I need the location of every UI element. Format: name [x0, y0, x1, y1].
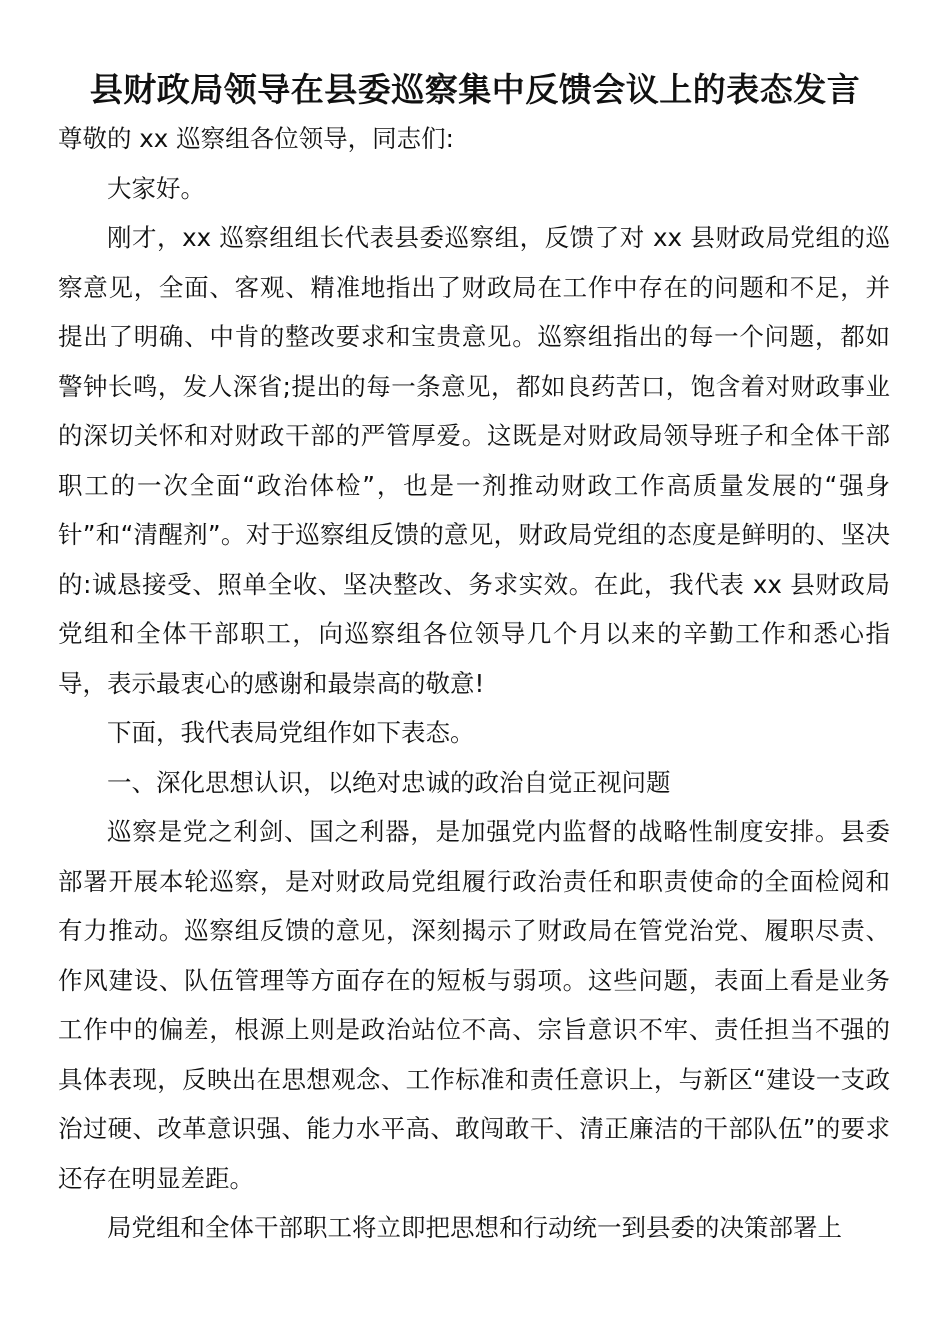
greeting: 大家好。 — [107, 173, 205, 203]
section-heading: 一、深化思想认识，以绝对忠诚的政治自觉正视问题 — [107, 767, 671, 797]
document-title: 县财政局领导在县委巡察集中反馈会议上的表态发言 — [89, 70, 861, 109]
body-paragraph: 下面，我代表局党组作如下表态。 — [107, 718, 475, 747]
body-paragraph: 巡察是党之利剑、国之利器，是加强党内监督的战略性制度安排。县委部署开展本轮巡察，是对财政局党组履行政治责任和职责使命的全面检阅和有力推动。巡察组反馈的意见，深刻揭示了财政局在管党治党、履职尽责、作风建设、队伍管理等方面存在的短板与弱项。这些问题，表面上看是业务工作中的偏差，根源上则是政治站位不高、宗旨意识不牢、责任担当不强的具体表现，反映出在思想观念、工作标准和责任意识上，与新区“建设一支政治过硬、改革意识强、能力水平高、敢闯敢干、清正廉洁的干部队伍”的要求还存在明显差距。 — [58, 817, 890, 1193]
salutation: 尊敬的 xx 巡察组各位领导，同志们: — [58, 124, 454, 153]
document-body — [58, 114, 890, 1253]
body-paragraph: 局党组和全体干部职工将立即把思想和行动统一到县委的决策部署上 — [107, 1213, 842, 1242]
body-paragraph: 刚才，xx 巡察组组长代表县委巡察组，反馈了对 xx 县财政局党组的巡察意见，全面、客观、精准地指出了财政局在工作中存在的问题和不足，并提出了明确、中肯的整改要求和宝贵意见。巡察组指出的每一个问题，都如警钟长鸣，发人深省;提出的每一条意见，都如良药苦口，饱含着对财政事业的深切关怀和对财政干部的严管厚爱。这既是对财政局领导班子和全体干部职工的一次全面“政治体检”，也是一剂推动财政工作高质量发展的“强身针”和“清醒剂”。对于巡察组反馈的意见，财政局党组的态度是鲜明的、坚决的:诚恳接受、照单全收、坚决整改、务求实效。在此，我代表 xx 县财政局党组和全体干部职工，向巡察组各位领导几个月以来的辛勤工作和悉心指导，表示最衷心的感谢和最崇高的敬意! — [58, 223, 890, 698]
